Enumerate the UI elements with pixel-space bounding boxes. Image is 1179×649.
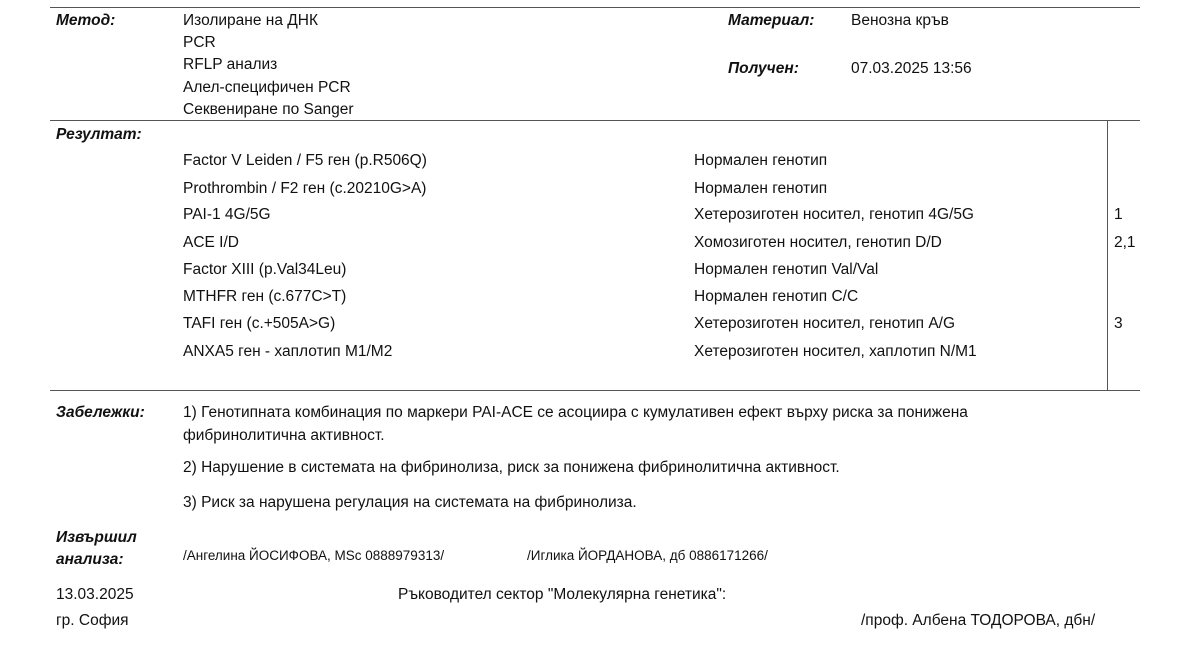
method-line: Секвениране по Sanger [183,101,354,118]
report-city: гр. София [56,612,129,629]
result-test-name: TAFI ген (c.+505A>G) [183,315,336,332]
result-reference: 2,1 [1114,234,1136,251]
result-test-name: MTHFR ген (c.677C>T) [183,288,347,305]
reference-column-divider [1107,120,1108,390]
analyst-signature: /Иглика ЙОРДАНОВА, дб 0886171266/ [527,548,768,563]
received-value: 07.03.2025 13:56 [851,60,972,77]
result-value: Нормален генотип [694,180,828,197]
performed-label-2: анализа: [56,551,124,568]
result-test-name: Factor XIII (p.Val34Leu) [183,261,347,278]
top-rule [50,7,1140,8]
result-test-name: ANXA5 ген - хаплотип M1/M2 [183,343,393,360]
result-value: Хомозиготен носител, генотип D/D [694,234,942,251]
result-value: Хетерозиготен носител, генотип 4G/5G [694,206,974,223]
method-line: RFLP анализ [183,56,278,73]
material-label: Материал: [728,12,815,29]
cropped-text-fragment [56,641,536,649]
result-test-name: PAI-1 4G/5G [183,206,271,223]
report-date: 13.03.2025 [56,586,134,603]
result-test-name: ACE I/D [183,234,239,251]
result-top-rule [50,120,1140,121]
note-1: 1) Генотипната комбинация по маркери PAI-ACE се асоциира с кумулативен ефект върху риска за понижена [183,404,968,421]
received-label: Получен: [728,60,799,77]
head-of-sector-title: Ръководител сектор "Молекулярна генетика": [398,586,727,603]
method-label: Метод: [56,12,116,29]
note-1-continued: фибринолитична активност. [183,427,385,444]
analyst-signature: /Ангелина ЙОСИФОВА, MSc 0888979313/ [183,548,445,563]
result-test-name: Prothrombin / F2 ген (c.20210G>A) [183,180,427,197]
method-line: PCR [183,34,216,51]
method-line: Алел-специфичен PCR [183,79,351,96]
result-value: Хетерозиготен носител, генотип A/G [694,315,956,332]
notes-label: Забележки: [56,404,145,421]
result-reference: 3 [1114,315,1123,332]
result-value: Нормален генотип [694,152,828,169]
material-value: Венозна кръв [851,12,949,29]
result-bottom-rule [50,390,1140,391]
result-value: Нормален генотип Val/Val [694,261,879,278]
result-reference: 1 [1114,206,1123,223]
method-line: Изолиране на ДНК [183,12,318,29]
result-label: Резултат: [56,126,142,143]
result-test-name: Factor V Leiden / F5 ген (p.R506Q) [183,152,427,169]
head-of-sector-name: /проф. Албена ТОДОРОВА, дбн/ [861,612,1096,629]
note-2: 2) Нарушение в системата на фибринолиза, риск за понижена фибринолитична активност. [183,459,840,476]
result-value: Нормален генотип C/C [694,288,859,305]
result-value: Хетерозиготен носител, хаплотип N/M1 [694,343,977,360]
note-3: 3) Риск за нарушена регулация на системата на фибринолиза. [183,494,637,511]
performed-label: Извършил [56,529,137,546]
